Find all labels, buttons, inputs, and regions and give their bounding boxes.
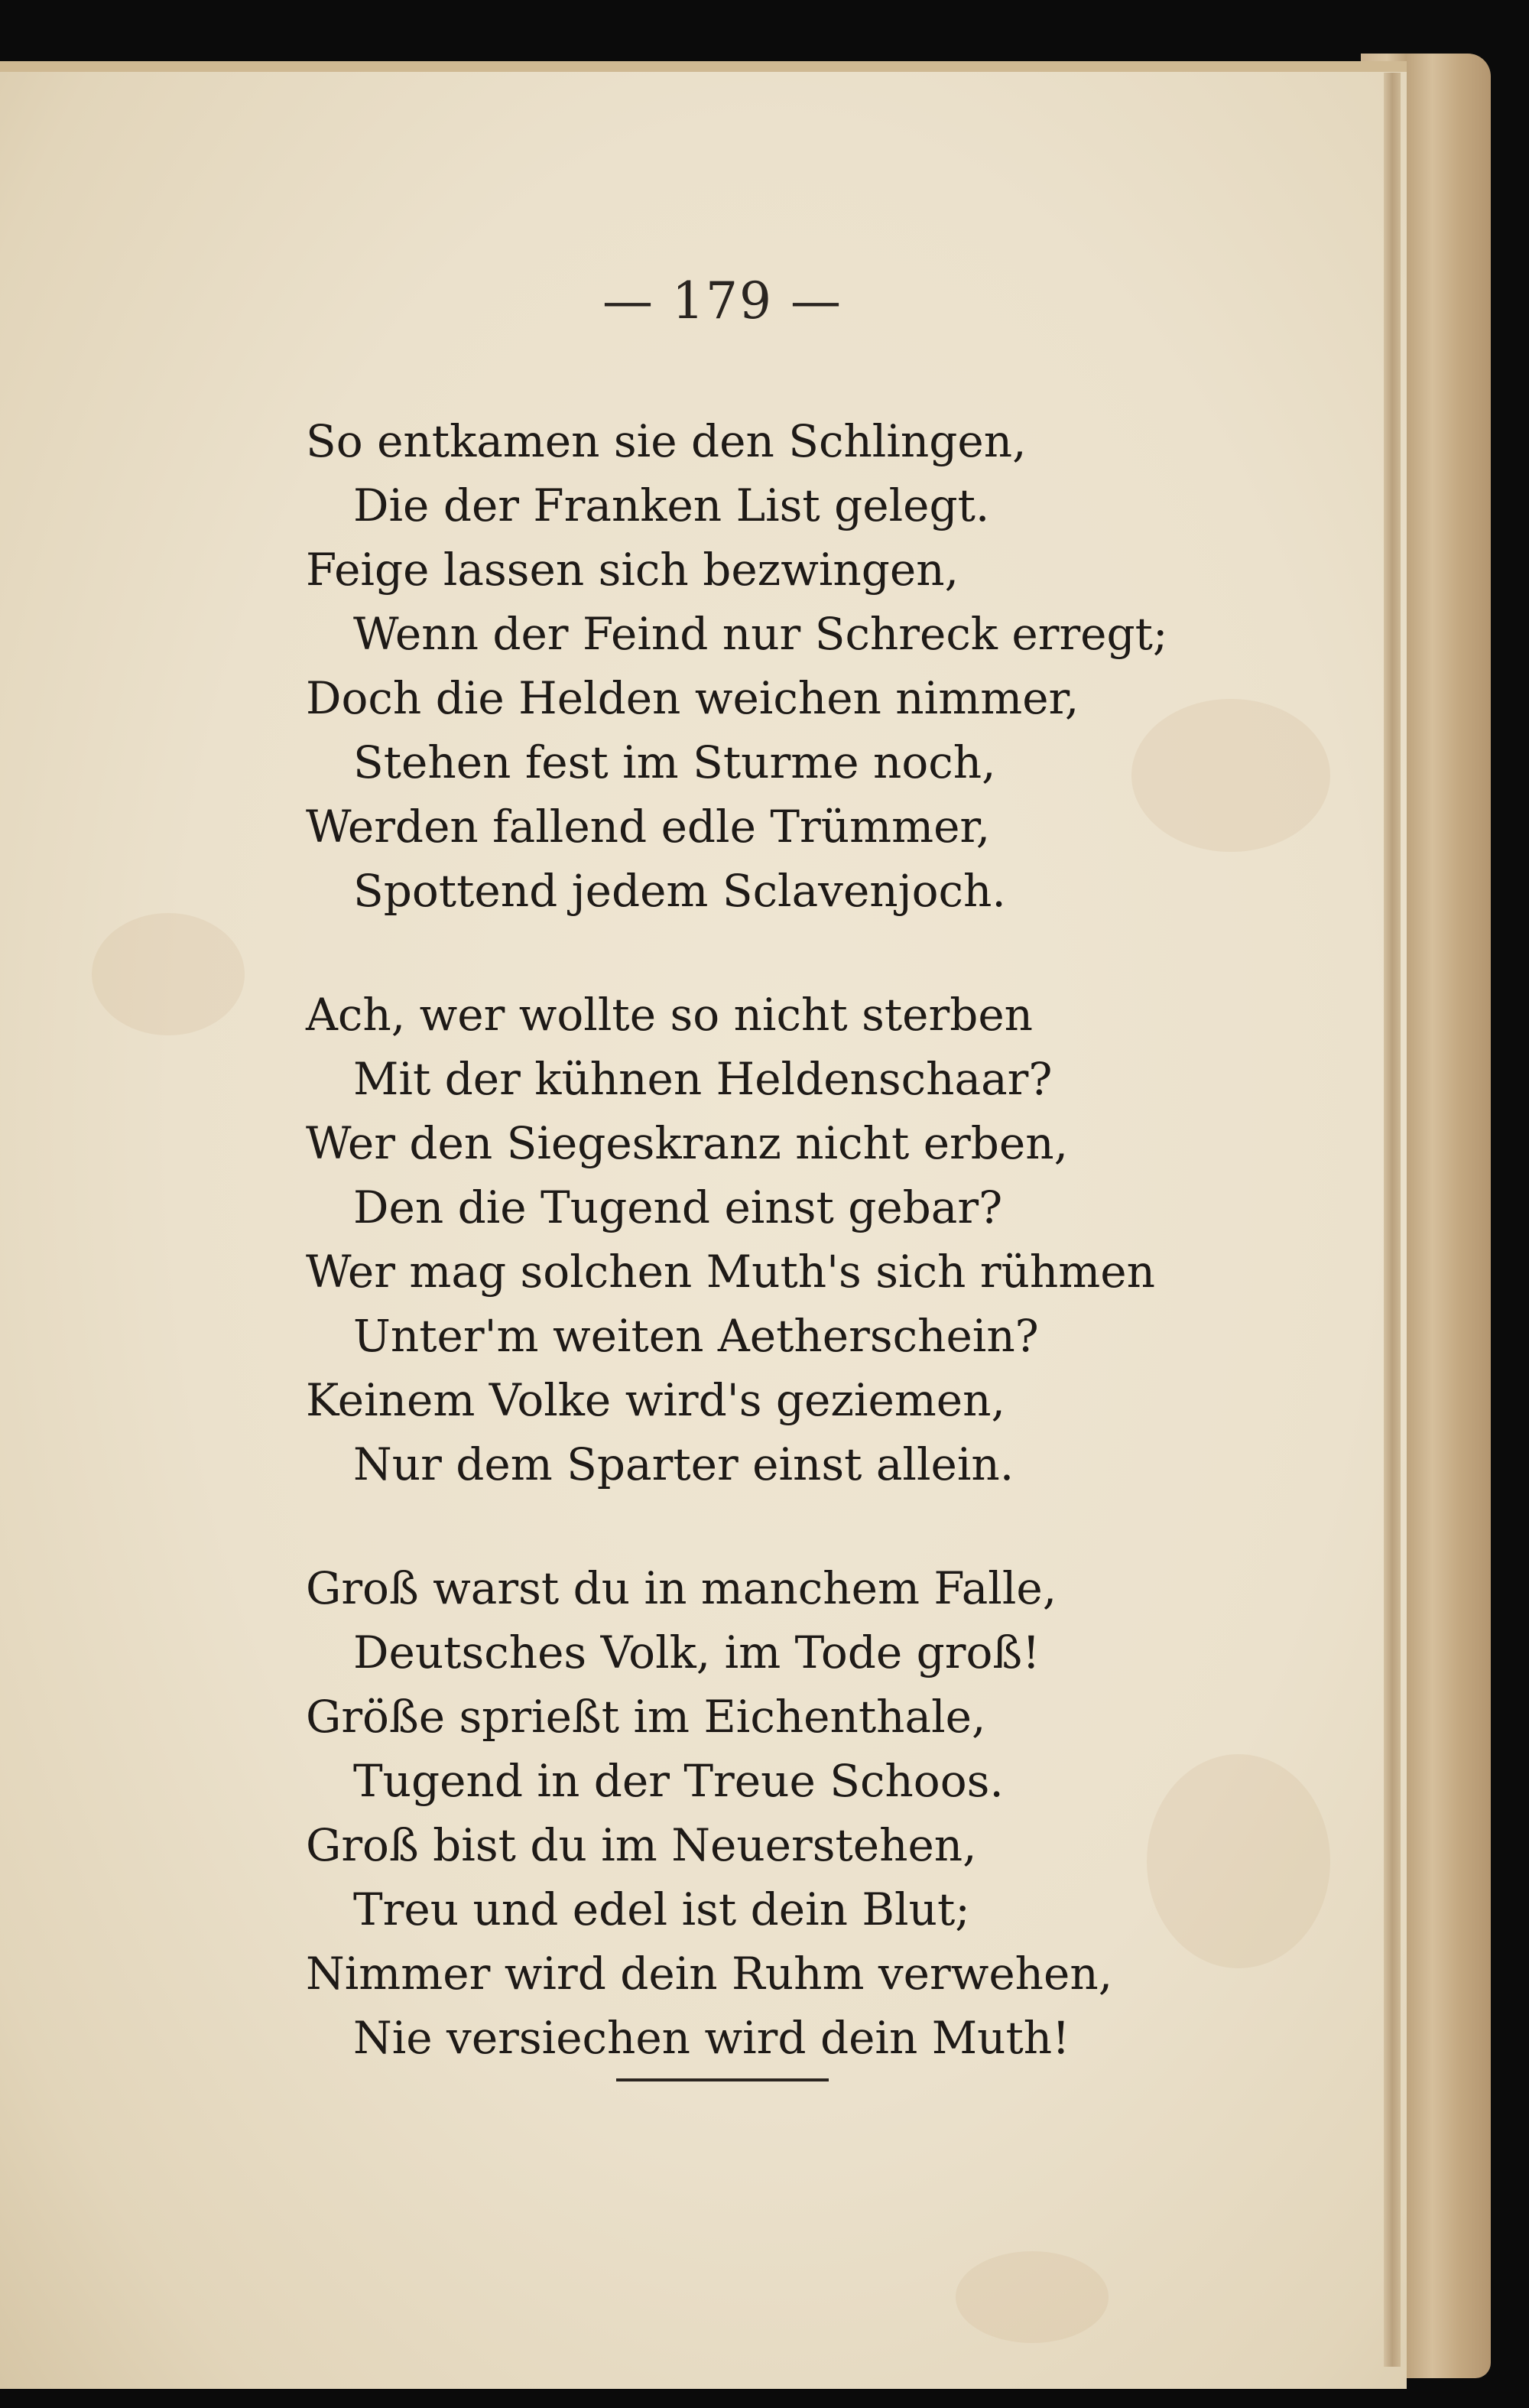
- poem-line: Groß bist du im Neuerstehen,: [306, 1819, 977, 1871]
- poem-line: Den die Tugend einst gebar?: [353, 1181, 1003, 1233]
- page-inner-edge: [1384, 73, 1401, 2367]
- poem-line: Wenn der Feind nur Schreck erregt;: [353, 608, 1168, 660]
- poem-line: So entkamen sie den Schlingen,: [306, 415, 1027, 467]
- poem-line: Werden fallend edle Trümmer,: [306, 801, 991, 853]
- poem-line: Nimmer wird dein Ruhm verwehen,: [306, 1948, 1113, 2000]
- poem-line: Wer den Siegeskranz nicht erben,: [306, 1117, 1069, 1169]
- poem-line: Feige lassen sich bezwingen,: [306, 544, 959, 596]
- poem-line: Mit der kühnen Heldenschaar?: [353, 1053, 1053, 1105]
- poem-stanza: [306, 983, 1185, 1496]
- poem-line: Nur dem Sparter einst allein.: [353, 1438, 1014, 1490]
- poem-line: Stehen fest im Sturme noch,: [353, 736, 996, 788]
- poem-line: Spottend jedem Sclavenjoch.: [353, 865, 1006, 917]
- poem-stanza: [306, 409, 1185, 923]
- poem-text: [306, 409, 1185, 2130]
- poem-line: Treu und edel ist dein Blut;: [353, 1883, 970, 1935]
- poem-line: Doch die Helden weichen nimmer,: [306, 672, 1079, 724]
- poem-line: Die der Franken List gelegt.: [353, 479, 990, 531]
- end-rule: [616, 2078, 829, 2081]
- poem-line: Unter'm weiten Aetherschein?: [353, 1310, 1039, 1362]
- poem-line: Tugend in der Treue Schoos.: [353, 1755, 1004, 1807]
- poem-line: Wer mag solchen Muth's sich rühmen: [306, 1246, 1155, 1298]
- poem-line: Groß warst du in manchem Falle,: [306, 1562, 1057, 1614]
- poem-line: Größe sprießt im Eichenthale,: [306, 1691, 986, 1743]
- poem-line: Nie versiechen wird dein Muth!: [353, 2012, 1070, 2064]
- poem-stanza: [306, 1556, 1185, 2070]
- poem-line: Deutsches Volk, im Tode groß!: [353, 1626, 1040, 1678]
- poem-line: Keinem Volke wird's geziemen,: [306, 1374, 1005, 1426]
- page-number: — 179 —: [602, 271, 842, 330]
- poem-line: Ach, wer wollte so nicht sterben: [306, 989, 1033, 1041]
